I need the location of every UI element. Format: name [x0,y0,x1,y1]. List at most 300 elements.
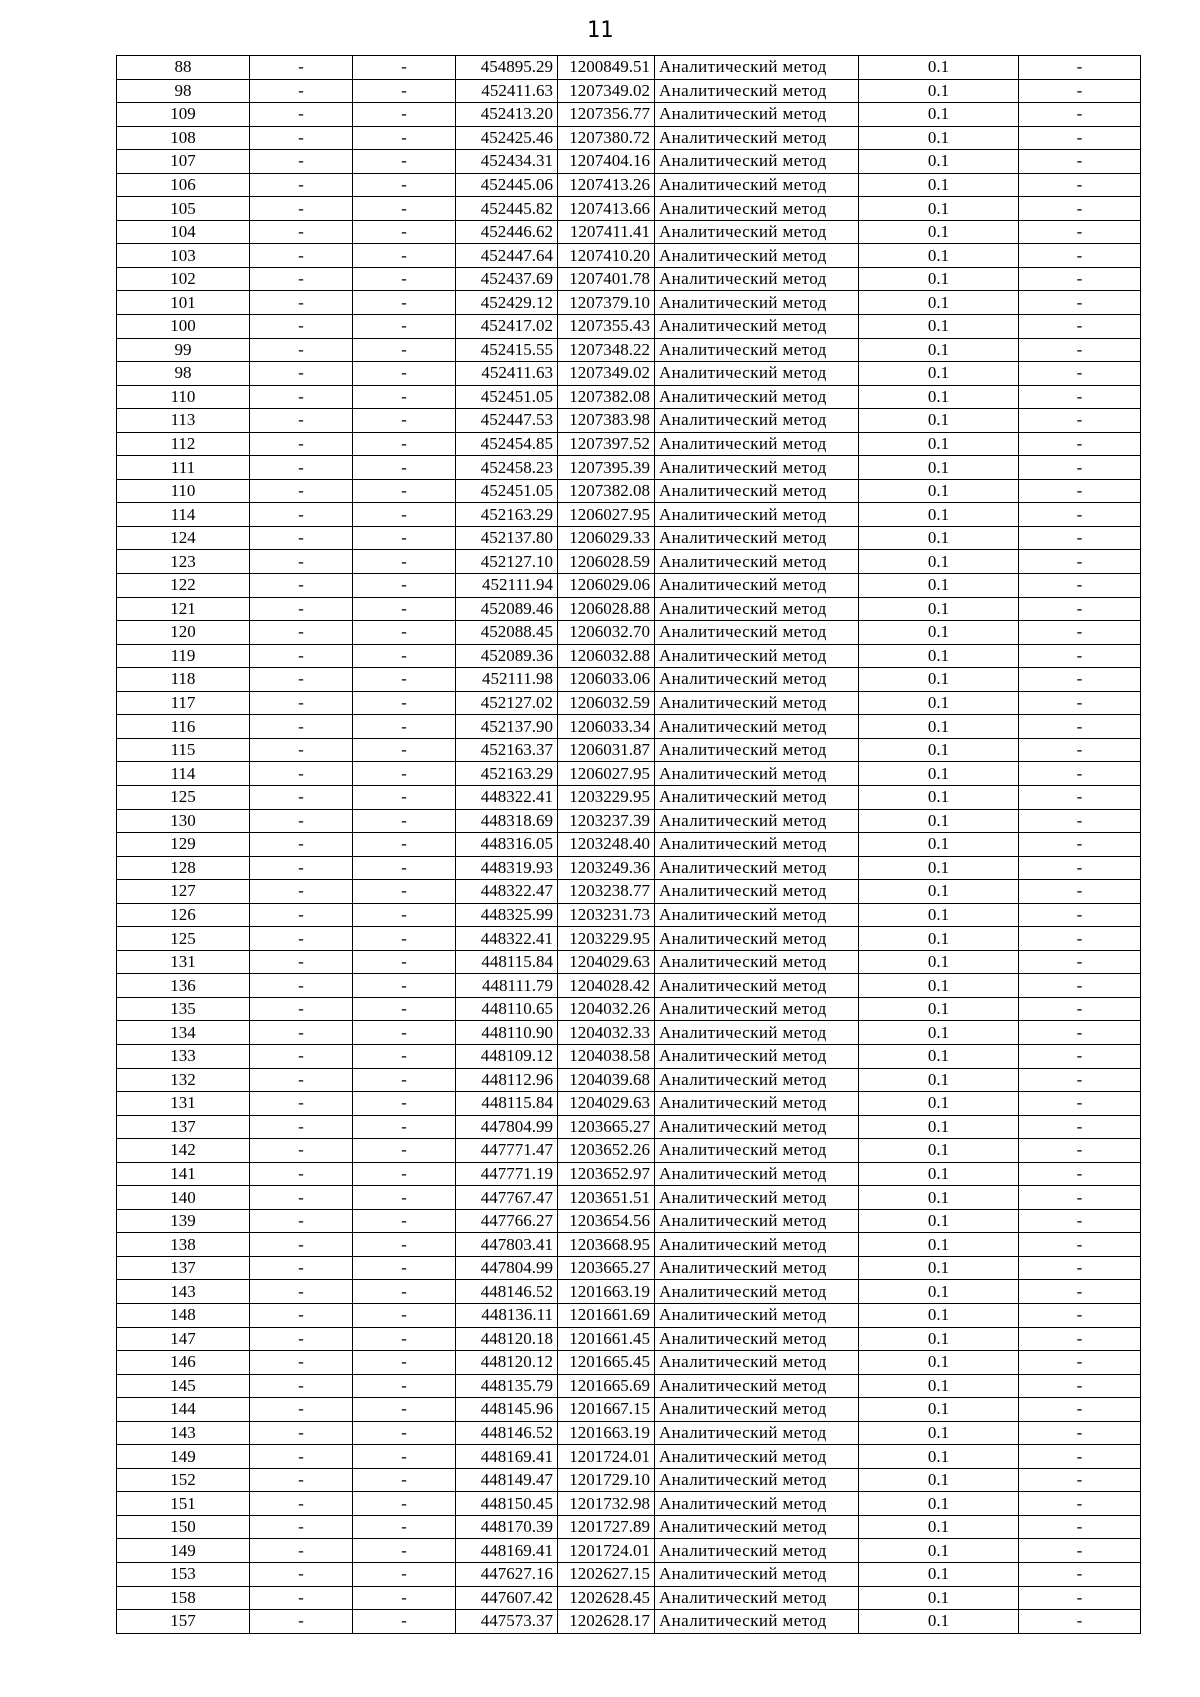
empty-value-cell: - [353,362,456,386]
empty-value-cell: - [353,267,456,291]
method-cell: Аналитический метод [655,668,859,692]
point-number-cell: 133 [117,1044,250,1068]
table-row [117,1398,1141,1422]
point-number-cell: 148 [117,1303,250,1327]
empty-value-cell: - [250,409,353,433]
empty-value-cell: - [353,126,456,150]
method-cell: Аналитический метод [655,1374,859,1398]
method-cell: Аналитический метод [655,267,859,291]
empty-value-cell: - [1019,1256,1141,1280]
table-row [117,1021,1141,1045]
empty-value-cell: - [1019,1115,1141,1139]
empty-value-cell: - [1019,220,1141,244]
x-coordinate-cell: 448110.65 [456,997,558,1021]
empty-value-cell: - [250,1139,353,1163]
table-row [117,880,1141,904]
table-row [117,315,1141,339]
accuracy-cell: 0.1 [859,291,1019,315]
empty-value-cell: - [1019,432,1141,456]
accuracy-cell: 0.1 [859,126,1019,150]
empty-value-cell: - [250,79,353,103]
empty-value-cell: - [1019,267,1141,291]
x-coordinate-cell: 452411.63 [456,79,558,103]
empty-value-cell: - [353,173,456,197]
empty-value-cell: - [250,338,353,362]
method-cell: Аналитический метод [655,1539,859,1563]
empty-value-cell: - [353,1280,456,1304]
empty-value-cell: - [353,503,456,527]
y-coordinate-cell: 1206032.59 [558,691,655,715]
table-row [117,1139,1141,1163]
y-coordinate-cell: 1204032.26 [558,997,655,1021]
accuracy-cell: 0.1 [859,833,1019,857]
point-number-cell: 128 [117,856,250,880]
table-row [117,1256,1141,1280]
x-coordinate-cell: 447771.47 [456,1139,558,1163]
empty-value-cell: - [353,1327,456,1351]
point-number-cell: 149 [117,1539,250,1563]
point-number-cell: 129 [117,833,250,857]
y-coordinate-cell: 1206033.06 [558,668,655,692]
empty-value-cell: - [353,385,456,409]
method-cell: Аналитический метод [655,409,859,433]
empty-value-cell: - [353,479,456,503]
empty-value-cell: - [1019,1586,1141,1610]
empty-value-cell: - [1019,809,1141,833]
empty-value-cell: - [353,1468,456,1492]
method-cell: Аналитический метод [655,1068,859,1092]
y-coordinate-cell: 1201724.01 [558,1539,655,1563]
empty-value-cell: - [353,809,456,833]
point-number-cell: 122 [117,574,250,598]
method-cell: Аналитический метод [655,738,859,762]
empty-value-cell: - [1019,550,1141,574]
empty-value-cell: - [1019,1044,1141,1068]
accuracy-cell: 0.1 [859,173,1019,197]
method-cell: Аналитический метод [655,220,859,244]
empty-value-cell: - [250,833,353,857]
empty-value-cell: - [1019,503,1141,527]
point-number-cell: 127 [117,880,250,904]
accuracy-cell: 0.1 [859,456,1019,480]
x-coordinate-cell: 452446.62 [456,220,558,244]
method-cell: Аналитический метод [655,244,859,268]
y-coordinate-cell: 1206033.34 [558,715,655,739]
empty-value-cell: - [250,1162,353,1186]
point-number-cell: 149 [117,1445,250,1469]
empty-value-cell: - [1019,1398,1141,1422]
method-cell: Аналитический метод [655,1351,859,1375]
point-number-cell: 142 [117,1139,250,1163]
point-number-cell: 145 [117,1374,250,1398]
accuracy-cell: 0.1 [859,56,1019,80]
empty-value-cell: - [250,974,353,998]
method-cell: Аналитический метод [655,1445,859,1469]
method-cell: Аналитический метод [655,597,859,621]
empty-value-cell: - [353,1044,456,1068]
point-number-cell: 143 [117,1280,250,1304]
empty-value-cell: - [353,220,456,244]
accuracy-cell: 0.1 [859,1445,1019,1469]
y-coordinate-cell: 1207382.08 [558,479,655,503]
table-row [117,267,1141,291]
table-row [117,574,1141,598]
empty-value-cell: - [1019,1186,1141,1210]
x-coordinate-cell: 447607.42 [456,1586,558,1610]
table-row [117,1492,1141,1516]
empty-value-cell: - [1019,1539,1141,1563]
method-cell: Аналитический метод [655,1563,859,1587]
empty-value-cell: - [250,150,353,174]
table-row [117,1233,1141,1257]
y-coordinate-cell: 1201661.69 [558,1303,655,1327]
x-coordinate-cell: 448318.69 [456,809,558,833]
method-cell: Аналитический метод [655,1209,859,1233]
empty-value-cell: - [353,1186,456,1210]
point-number-cell: 158 [117,1586,250,1610]
x-coordinate-cell: 452088.45 [456,621,558,645]
empty-value-cell: - [353,1092,456,1116]
y-coordinate-cell: 1201663.19 [558,1421,655,1445]
empty-value-cell: - [1019,644,1141,668]
method-cell: Аналитический метод [655,56,859,80]
point-number-cell: 125 [117,785,250,809]
empty-value-cell: - [250,762,353,786]
empty-value-cell: - [1019,738,1141,762]
x-coordinate-cell: 452425.46 [456,126,558,150]
table-row [117,479,1141,503]
point-number-cell: 152 [117,1468,250,1492]
empty-value-cell: - [250,126,353,150]
empty-value-cell: - [353,1539,456,1563]
method-cell: Аналитический метод [655,503,859,527]
method-cell: Аналитический метод [655,927,859,951]
y-coordinate-cell: 1207413.66 [558,197,655,221]
point-number-cell: 150 [117,1515,250,1539]
table-row [117,691,1141,715]
x-coordinate-cell: 452089.36 [456,644,558,668]
table-row [117,526,1141,550]
y-coordinate-cell: 1203668.95 [558,1233,655,1257]
empty-value-cell: - [353,621,456,645]
empty-value-cell: - [250,1586,353,1610]
y-coordinate-cell: 1207401.78 [558,267,655,291]
accuracy-cell: 0.1 [859,244,1019,268]
method-cell: Аналитический метод [655,1280,859,1304]
point-number-cell: 112 [117,432,250,456]
method-cell: Аналитический метод [655,362,859,386]
point-number-cell: 143 [117,1421,250,1445]
empty-value-cell: - [1019,1492,1141,1516]
table-row [117,597,1141,621]
point-number-cell: 146 [117,1351,250,1375]
empty-value-cell: - [1019,574,1141,598]
y-coordinate-cell: 1207382.08 [558,385,655,409]
empty-value-cell: - [353,197,456,221]
empty-value-cell: - [353,1303,456,1327]
y-coordinate-cell: 1201665.45 [558,1351,655,1375]
y-coordinate-cell: 1207348.22 [558,338,655,362]
empty-value-cell: - [353,56,456,80]
y-coordinate-cell: 1203248.40 [558,833,655,857]
x-coordinate-cell: 448112.96 [456,1068,558,1092]
empty-value-cell: - [250,1351,353,1375]
table-row [117,715,1141,739]
empty-value-cell: - [353,1209,456,1233]
x-coordinate-cell: 448169.41 [456,1445,558,1469]
empty-value-cell: - [250,362,353,386]
x-coordinate-cell: 447804.99 [456,1256,558,1280]
accuracy-cell: 0.1 [859,79,1019,103]
y-coordinate-cell: 1207356.77 [558,103,655,127]
table-row [117,103,1141,127]
accuracy-cell: 0.1 [859,1327,1019,1351]
table-row [117,1115,1141,1139]
empty-value-cell: - [1019,1280,1141,1304]
accuracy-cell: 0.1 [859,856,1019,880]
accuracy-cell: 0.1 [859,1233,1019,1257]
x-coordinate-cell: 448322.41 [456,785,558,809]
method-cell: Аналитический метод [655,903,859,927]
method-cell: Аналитический метод [655,197,859,221]
point-number-cell: 119 [117,644,250,668]
empty-value-cell: - [353,1610,456,1634]
empty-value-cell: - [1019,1563,1141,1587]
empty-value-cell: - [353,950,456,974]
y-coordinate-cell: 1207383.98 [558,409,655,433]
point-number-cell: 98 [117,79,250,103]
empty-value-cell: - [250,1374,353,1398]
y-coordinate-cell: 1206028.88 [558,597,655,621]
empty-value-cell: - [353,1139,456,1163]
y-coordinate-cell: 1207355.43 [558,315,655,339]
accuracy-cell: 0.1 [859,385,1019,409]
y-coordinate-cell: 1200849.51 [558,56,655,80]
x-coordinate-cell: 447573.37 [456,1610,558,1634]
point-number-cell: 132 [117,1068,250,1092]
empty-value-cell: - [353,1398,456,1422]
point-number-cell: 98 [117,362,250,386]
empty-value-cell: - [353,1162,456,1186]
method-cell: Аналитический метод [655,479,859,503]
empty-value-cell: - [250,644,353,668]
y-coordinate-cell: 1204032.33 [558,1021,655,1045]
x-coordinate-cell: 448120.18 [456,1327,558,1351]
y-coordinate-cell: 1207413.26 [558,173,655,197]
method-cell: Аналитический метод [655,1398,859,1422]
point-number-cell: 106 [117,173,250,197]
empty-value-cell: - [250,1445,353,1469]
x-coordinate-cell: 452445.82 [456,197,558,221]
accuracy-cell: 0.1 [859,597,1019,621]
table-row [117,762,1141,786]
method-cell: Аналитический метод [655,1256,859,1280]
method-cell: Аналитический метод [655,644,859,668]
empty-value-cell: - [250,315,353,339]
y-coordinate-cell: 1206032.88 [558,644,655,668]
empty-value-cell: - [353,1515,456,1539]
accuracy-cell: 0.1 [859,1186,1019,1210]
table-row [117,338,1141,362]
empty-value-cell: - [1019,1092,1141,1116]
empty-value-cell: - [250,432,353,456]
accuracy-cell: 0.1 [859,950,1019,974]
accuracy-cell: 0.1 [859,362,1019,386]
y-coordinate-cell: 1201663.19 [558,1280,655,1304]
x-coordinate-cell: 448135.79 [456,1374,558,1398]
x-coordinate-cell: 452137.90 [456,715,558,739]
empty-value-cell: - [250,1233,353,1257]
empty-value-cell: - [250,550,353,574]
x-coordinate-cell: 447803.41 [456,1233,558,1257]
x-coordinate-cell: 448111.79 [456,974,558,998]
empty-value-cell: - [250,997,353,1021]
y-coordinate-cell: 1203665.27 [558,1256,655,1280]
table-row [117,79,1141,103]
empty-value-cell: - [1019,1021,1141,1045]
empty-value-cell: - [353,668,456,692]
accuracy-cell: 0.1 [859,809,1019,833]
empty-value-cell: - [353,715,456,739]
empty-value-cell: - [1019,1139,1141,1163]
accuracy-cell: 0.1 [859,1139,1019,1163]
table-row [117,1374,1141,1398]
x-coordinate-cell: 448325.99 [456,903,558,927]
method-cell: Аналитический метод [655,833,859,857]
point-number-cell: 147 [117,1327,250,1351]
empty-value-cell: - [250,1115,353,1139]
empty-value-cell: - [250,503,353,527]
method-cell: Аналитический метод [655,173,859,197]
accuracy-cell: 0.1 [859,1398,1019,1422]
accuracy-cell: 0.1 [859,1586,1019,1610]
x-coordinate-cell: 452447.53 [456,409,558,433]
y-coordinate-cell: 1207397.52 [558,432,655,456]
method-cell: Аналитический метод [655,809,859,833]
empty-value-cell: - [250,668,353,692]
point-number-cell: 139 [117,1209,250,1233]
point-number-cell: 125 [117,927,250,951]
y-coordinate-cell: 1207379.10 [558,291,655,315]
point-number-cell: 124 [117,526,250,550]
empty-value-cell: - [353,833,456,857]
accuracy-cell: 0.1 [859,1115,1019,1139]
empty-value-cell: - [1019,785,1141,809]
y-coordinate-cell: 1203229.95 [558,927,655,951]
accuracy-cell: 0.1 [859,927,1019,951]
empty-value-cell: - [1019,150,1141,174]
empty-value-cell: - [250,1256,353,1280]
table-row [117,997,1141,1021]
page-number: 11 [586,18,614,43]
empty-value-cell: - [1019,173,1141,197]
point-number-cell: 101 [117,291,250,315]
point-number-cell: 157 [117,1610,250,1634]
y-coordinate-cell: 1203665.27 [558,1115,655,1139]
accuracy-cell: 0.1 [859,691,1019,715]
table-row [117,1563,1141,1587]
empty-value-cell: - [1019,1421,1141,1445]
table-row [117,173,1141,197]
empty-value-cell: - [250,691,353,715]
method-cell: Аналитический метод [655,79,859,103]
accuracy-cell: 0.1 [859,785,1019,809]
table-row [117,738,1141,762]
y-coordinate-cell: 1204039.68 [558,1068,655,1092]
accuracy-cell: 0.1 [859,150,1019,174]
empty-value-cell: - [353,1492,456,1516]
empty-value-cell: - [250,1092,353,1116]
empty-value-cell: - [1019,79,1141,103]
method-cell: Аналитический метод [655,315,859,339]
x-coordinate-cell: 452458.23 [456,456,558,480]
empty-value-cell: - [1019,1209,1141,1233]
y-coordinate-cell: 1207349.02 [558,79,655,103]
method-cell: Аналитический метод [655,856,859,880]
empty-value-cell: - [250,809,353,833]
x-coordinate-cell: 452411.63 [456,362,558,386]
empty-value-cell: - [1019,479,1141,503]
x-coordinate-cell: 448319.93 [456,856,558,880]
empty-value-cell: - [1019,456,1141,480]
empty-value-cell: - [250,220,353,244]
accuracy-cell: 0.1 [859,220,1019,244]
empty-value-cell: - [1019,1162,1141,1186]
point-number-cell: 110 [117,385,250,409]
table-row [117,1445,1141,1469]
point-number-cell: 137 [117,1115,250,1139]
empty-value-cell: - [1019,385,1141,409]
empty-value-cell: - [353,738,456,762]
x-coordinate-cell: 452437.69 [456,267,558,291]
empty-value-cell: - [250,785,353,809]
empty-value-cell: - [353,597,456,621]
empty-value-cell: - [250,927,353,951]
point-number-cell: 99 [117,338,250,362]
point-number-cell: 130 [117,809,250,833]
empty-value-cell: - [250,1563,353,1587]
accuracy-cell: 0.1 [859,103,1019,127]
table-row [117,621,1141,645]
x-coordinate-cell: 448149.47 [456,1468,558,1492]
empty-value-cell: - [250,1186,353,1210]
empty-value-cell: - [250,103,353,127]
method-cell: Аналитический метод [655,103,859,127]
table-row [117,432,1141,456]
empty-value-cell: - [250,715,353,739]
point-number-cell: 135 [117,997,250,1021]
x-coordinate-cell: 448150.45 [456,1492,558,1516]
accuracy-cell: 0.1 [859,903,1019,927]
table-row [117,503,1141,527]
y-coordinate-cell: 1206032.70 [558,621,655,645]
table-row [117,1421,1141,1445]
x-coordinate-cell: 452454.85 [456,432,558,456]
empty-value-cell: - [353,1233,456,1257]
empty-value-cell: - [250,1303,353,1327]
empty-value-cell: - [353,150,456,174]
empty-value-cell: - [1019,197,1141,221]
empty-value-cell: - [1019,903,1141,927]
accuracy-cell: 0.1 [859,668,1019,692]
empty-value-cell: - [1019,691,1141,715]
method-cell: Аналитический метод [655,1092,859,1116]
empty-value-cell: - [353,974,456,998]
table-row [117,362,1141,386]
x-coordinate-cell: 452111.94 [456,574,558,598]
empty-value-cell: - [1019,762,1141,786]
x-coordinate-cell: 452417.02 [456,315,558,339]
